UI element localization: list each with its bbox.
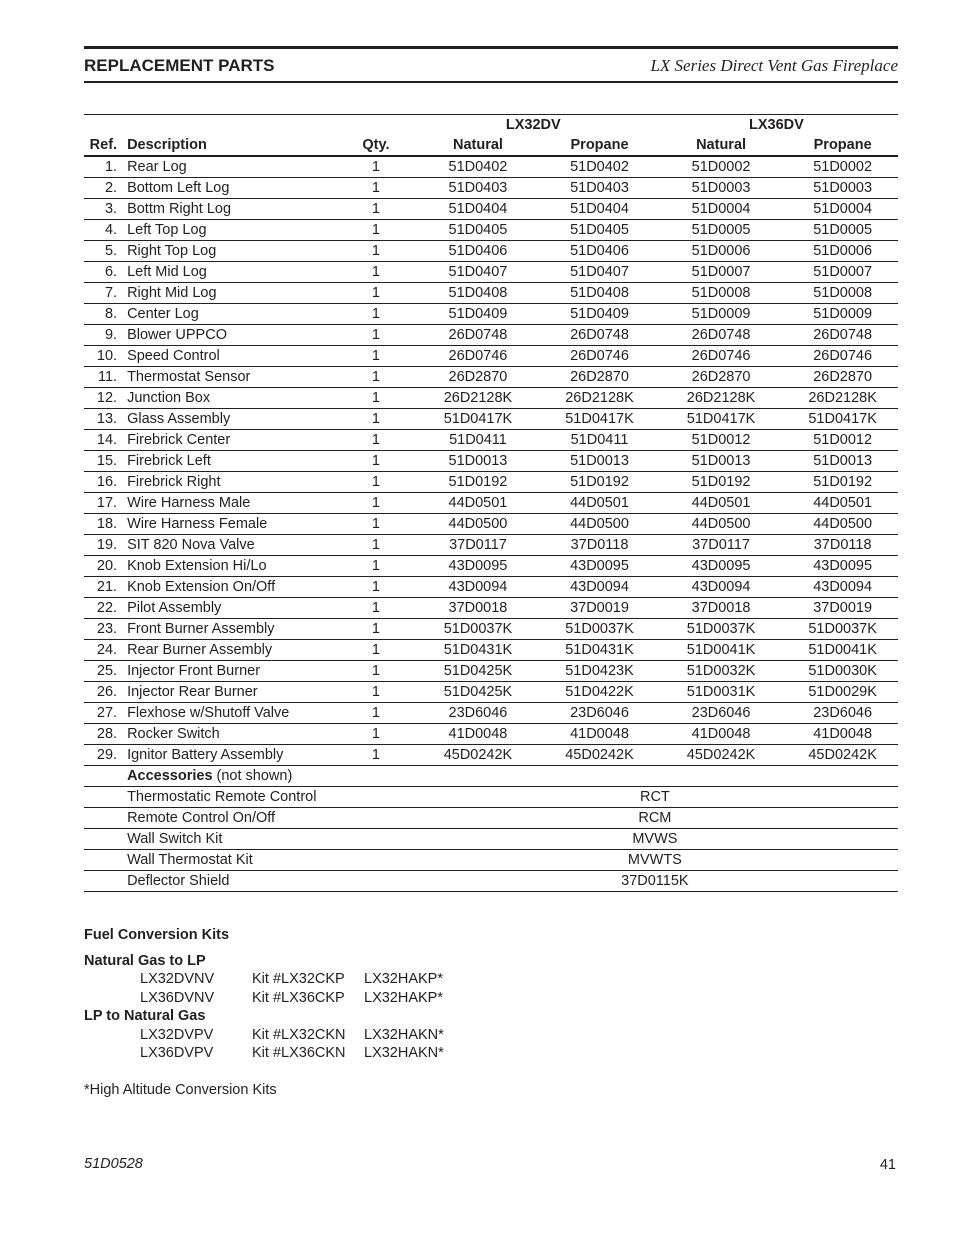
cell-lx36-natural: 26D2128K [655, 388, 787, 409]
cell-qty: 1 [340, 682, 412, 703]
cell-ref: 24. [84, 640, 123, 661]
cell-lx32-natural: 43D0095 [412, 556, 544, 577]
cell-description: Right Top Log [123, 241, 340, 262]
cell-lx32-propane: 51D0037K [544, 619, 655, 640]
cell-lx36-propane: 51D0012 [787, 430, 898, 451]
cell-lx36-propane: 51D0008 [787, 283, 898, 304]
accessory-part-number: MVWS [412, 829, 898, 850]
cell-ref: 5. [84, 241, 123, 262]
cell-lx32-propane: 51D0402 [544, 156, 655, 178]
cell-description: Glass Assembly [123, 409, 340, 430]
cell-lx32-natural: 26D2128K [412, 388, 544, 409]
cell-qty: 1 [340, 703, 412, 724]
cell-qty: 1 [340, 199, 412, 220]
cell-ref: 9. [84, 325, 123, 346]
cell-description: Right Mid Log [123, 283, 340, 304]
table-row [84, 598, 898, 619]
accessory-description: Thermostatic Remote Control [123, 787, 412, 808]
cell-lx36-natural: 26D0748 [655, 325, 787, 346]
kit-group-heading: Natural Gas to LP [84, 952, 206, 969]
cell-description: Pilot Assembly [123, 598, 340, 619]
fuel-conversion-kits [84, 926, 444, 1063]
cell-lx36-natural: 51D0002 [655, 156, 787, 178]
cell-lx32-propane: 26D2128K [544, 388, 655, 409]
cell-description: Wire Harness Female [123, 514, 340, 535]
kit-row [84, 989, 444, 1008]
cell-lx32-natural: 51D0013 [412, 451, 544, 472]
cell-lx32-natural: 51D0408 [412, 283, 544, 304]
cell-lx32-natural: 51D0406 [412, 241, 544, 262]
cell-description: Left Mid Log [123, 262, 340, 283]
cell-qty: 1 [340, 619, 412, 640]
accessory-row [84, 829, 898, 850]
cell-description: Center Log [123, 304, 340, 325]
cell-lx36-propane: 26D2870 [787, 367, 898, 388]
cell-ref: 17. [84, 493, 123, 514]
cell-ref: 25. [84, 661, 123, 682]
cell-description: Rocker Switch [123, 724, 340, 745]
cell-lx36-propane: 41D0048 [787, 724, 898, 745]
cell-lx32-natural: 51D0403 [412, 178, 544, 199]
cell-lx36-natural: 51D0032K [655, 661, 787, 682]
cell-ref: 28. [84, 724, 123, 745]
cell-lx36-natural: 51D0031K [655, 682, 787, 703]
table-row [84, 178, 898, 199]
cell-ref: 11. [84, 367, 123, 388]
cell-lx32-propane: 51D0405 [544, 220, 655, 241]
cell-description: Injector Front Burner [123, 661, 340, 682]
table-row [84, 304, 898, 325]
cell-lx32-natural: 37D0018 [412, 598, 544, 619]
cell-lx36-natural: 51D0013 [655, 451, 787, 472]
col-ref: Ref. [84, 135, 123, 156]
cell-description: Injector Rear Burner [123, 682, 340, 703]
kit-number: Kit #LX32CKP [252, 971, 345, 987]
table-row [84, 241, 898, 262]
column-header-row [84, 135, 898, 156]
table-row [84, 220, 898, 241]
kits-title: Fuel Conversion Kits [84, 927, 230, 943]
cell-lx36-propane: 51D0417K [787, 409, 898, 430]
cell-ref: 6. [84, 262, 123, 283]
cell-qty: 1 [340, 661, 412, 682]
accessories-heading: Accessories [127, 768, 213, 784]
cell-lx32-natural: 41D0048 [412, 724, 544, 745]
cell-qty: 1 [340, 367, 412, 388]
cell-lx36-propane: 51D0037K [787, 619, 898, 640]
cell-description: Bottom Left Log [123, 178, 340, 199]
cell-description: Ignitor Battery Assembly [123, 745, 340, 766]
kit-high-altitude: LX32HAKN* [364, 1045, 444, 1061]
cell-lx32-natural: 51D0409 [412, 304, 544, 325]
model-header-row [84, 115, 898, 136]
cell-description: Front Burner Assembly [123, 619, 340, 640]
cell-ref: 15. [84, 451, 123, 472]
cell-ref: 7. [84, 283, 123, 304]
cell-lx32-propane: 23D6046 [544, 703, 655, 724]
cell-lx32-natural: 26D0748 [412, 325, 544, 346]
cell-lx32-natural: 51D0404 [412, 199, 544, 220]
accessory-part-number: 37D0115K [412, 871, 898, 892]
cell-qty: 1 [340, 346, 412, 367]
cell-lx32-propane: 44D0501 [544, 493, 655, 514]
cell-lx36-natural: 51D0005 [655, 220, 787, 241]
cell-lx36-natural: 44D0501 [655, 493, 787, 514]
cell-description: Speed Control [123, 346, 340, 367]
table-row [84, 640, 898, 661]
table-row [84, 493, 898, 514]
accessory-row [84, 850, 898, 871]
cell-lx32-natural: 51D0192 [412, 472, 544, 493]
cell-qty: 1 [340, 388, 412, 409]
kit-row [84, 970, 444, 989]
page-number: 41 [879, 1157, 896, 1173]
cell-lx36-natural: 51D0192 [655, 472, 787, 493]
cell-lx32-propane: 51D0409 [544, 304, 655, 325]
cell-lx32-natural: 26D0746 [412, 346, 544, 367]
cell-lx32-propane: 26D0748 [544, 325, 655, 346]
cell-lx36-propane: 43D0095 [787, 556, 898, 577]
model-lx36dv: LX36DV [749, 117, 804, 133]
cell-ref: 8. [84, 304, 123, 325]
table-row [84, 556, 898, 577]
cell-qty: 1 [340, 640, 412, 661]
replacement-parts-table [84, 114, 898, 892]
cell-qty: 1 [340, 430, 412, 451]
cell-lx36-natural: 26D2870 [655, 367, 787, 388]
table-row [84, 346, 898, 367]
cell-ref: 21. [84, 577, 123, 598]
cell-lx36-natural: 44D0500 [655, 514, 787, 535]
cell-lx36-propane: 51D0041K [787, 640, 898, 661]
cell-qty: 1 [340, 598, 412, 619]
cell-lx36-propane: 51D0013 [787, 451, 898, 472]
table-row [84, 325, 898, 346]
cell-description: Rear Log [123, 156, 340, 178]
cell-lx32-propane: 26D0746 [544, 346, 655, 367]
cell-lx36-propane: 45D0242K [787, 745, 898, 766]
cell-lx32-natural: 51D0407 [412, 262, 544, 283]
cell-qty: 1 [340, 472, 412, 493]
cell-lx32-propane: 45D0242K [544, 745, 655, 766]
cell-qty: 1 [340, 514, 412, 535]
kit-group-heading: LP to Natural Gas [84, 1008, 206, 1024]
kit-row [84, 1026, 444, 1045]
cell-ref: 29. [84, 745, 123, 766]
table-row [84, 745, 898, 766]
cell-description: Bottm Right Log [123, 199, 340, 220]
cell-qty: 1 [340, 556, 412, 577]
cell-ref: 23. [84, 619, 123, 640]
cell-lx32-natural: 51D0402 [412, 156, 544, 178]
cell-lx32-natural: 23D6046 [412, 703, 544, 724]
cell-lx32-propane: 51D0408 [544, 283, 655, 304]
accessory-part-number: RCM [412, 808, 898, 829]
accessory-part-number: MVWTS [412, 850, 898, 871]
cell-ref: 19. [84, 535, 123, 556]
kit-model: LX36DVPV [140, 1045, 214, 1061]
accessory-row [84, 871, 898, 892]
cell-qty: 1 [340, 241, 412, 262]
cell-qty: 1 [340, 304, 412, 325]
kit-model: LX36DVNV [140, 989, 215, 1006]
cell-qty: 1 [340, 178, 412, 199]
cell-lx36-propane: 26D0748 [787, 325, 898, 346]
cell-lx36-natural: 51D0417K [655, 409, 787, 430]
cell-lx36-propane: 37D0019 [787, 598, 898, 619]
cell-qty: 1 [340, 535, 412, 556]
cell-lx36-propane: 51D0003 [787, 178, 898, 199]
header-bottom-rule [84, 81, 898, 83]
cell-description: SIT 820 Nova Valve [123, 535, 340, 556]
cell-lx32-propane: 51D0407 [544, 262, 655, 283]
table-row [84, 703, 898, 724]
table-row [84, 451, 898, 472]
accessories-note: (not shown) [212, 768, 293, 784]
cell-lx36-propane: 51D0030K [787, 661, 898, 682]
col-lx32-natural: Natural [412, 135, 544, 156]
cell-description: Knob Extension On/Off [123, 577, 340, 598]
col-lx36-propane: Propane [787, 135, 898, 156]
cell-lx36-propane: 23D6046 [787, 703, 898, 724]
cell-lx36-natural: 41D0048 [655, 724, 787, 745]
cell-ref: 27. [84, 703, 123, 724]
cell-lx36-propane: 51D0005 [787, 220, 898, 241]
cell-lx36-natural: 51D0041K [655, 640, 787, 661]
kit-groups [84, 952, 444, 1063]
cell-lx36-natural: 51D0008 [655, 283, 787, 304]
cell-ref: 13. [84, 409, 123, 430]
cell-lx36-propane: 26D2128K [787, 388, 898, 409]
cell-lx32-natural: 51D0425K [412, 661, 544, 682]
table-row [84, 262, 898, 283]
cell-lx32-natural: 51D0431K [412, 640, 544, 661]
table-row [84, 682, 898, 703]
cell-lx32-propane: 51D0192 [544, 472, 655, 493]
cell-description: Firebrick Right [123, 472, 340, 493]
accessory-row [84, 787, 898, 808]
accessory-description: Remote Control On/Off [123, 808, 412, 829]
accessories-body [84, 766, 898, 892]
cell-ref: 1. [84, 156, 123, 178]
cell-qty: 1 [340, 577, 412, 598]
cell-lx32-propane: 44D0500 [544, 514, 655, 535]
cell-lx32-propane: 51D0431K [544, 640, 655, 661]
kit-high-altitude: LX32HAKP* [364, 989, 443, 1006]
cell-lx32-natural: 26D2870 [412, 367, 544, 388]
cell-description: Firebrick Center [123, 430, 340, 451]
model-lx32dv: LX32DV [505, 117, 561, 133]
table-row [84, 535, 898, 556]
cell-ref: 16. [84, 472, 123, 493]
cell-description: Flexhose w/Shutoff Valve [123, 703, 340, 724]
cell-qty: 1 [340, 156, 412, 178]
cell-lx32-propane: 37D0118 [544, 535, 655, 556]
cell-lx36-natural: 51D0006 [655, 241, 787, 262]
cell-lx36-natural: 23D6046 [655, 703, 787, 724]
header-top-rule [84, 46, 898, 49]
cell-ref: 22. [84, 598, 123, 619]
cell-ref: 4. [84, 220, 123, 241]
table-row [84, 199, 898, 220]
cell-lx32-natural: 43D0094 [412, 577, 544, 598]
cell-lx32-propane: 51D0423K [544, 661, 655, 682]
cell-lx36-natural: 43D0095 [655, 556, 787, 577]
cell-qty: 1 [340, 262, 412, 283]
cell-description: Left Top Log [123, 220, 340, 241]
table-row [84, 514, 898, 535]
cell-ref: 3. [84, 199, 123, 220]
table-row [84, 472, 898, 493]
cell-lx32-propane: 51D0013 [544, 451, 655, 472]
cell-lx32-natural: 44D0500 [412, 514, 544, 535]
cell-description: Knob Extension Hi/Lo [123, 556, 340, 577]
cell-lx36-propane: 51D0004 [787, 199, 898, 220]
accessory-row [84, 808, 898, 829]
cell-ref: 26. [84, 682, 123, 703]
cell-lx32-propane: 51D0403 [544, 178, 655, 199]
cell-lx36-natural: 43D0094 [655, 577, 787, 598]
col-description: Description [123, 135, 340, 156]
cell-lx32-natural: 51D0405 [412, 220, 544, 241]
cell-lx36-natural: 37D0117 [655, 535, 787, 556]
cell-lx36-propane: 51D0192 [787, 472, 898, 493]
cell-lx32-propane: 51D0417K [544, 409, 655, 430]
table-row [84, 409, 898, 430]
section-title: REPLACEMENT PARTS [84, 56, 275, 75]
cell-qty: 1 [340, 409, 412, 430]
cell-lx36-propane: 51D0009 [787, 304, 898, 325]
table-row [84, 661, 898, 682]
cell-lx32-propane: 26D2870 [544, 367, 655, 388]
cell-lx32-natural: 37D0117 [412, 535, 544, 556]
col-lx32-propane: Propane [544, 135, 655, 156]
cell-lx36-propane: 44D0501 [787, 493, 898, 514]
cell-description: Firebrick Left [123, 451, 340, 472]
cell-lx36-natural: 51D0003 [655, 178, 787, 199]
cell-lx36-natural: 51D0012 [655, 430, 787, 451]
cell-ref: 2. [84, 178, 123, 199]
cell-lx32-propane: 51D0406 [544, 241, 655, 262]
cell-lx32-natural: 51D0417K [412, 409, 544, 430]
cell-lx36-natural: 26D0746 [655, 346, 787, 367]
table-row [84, 156, 898, 178]
cell-description: Rear Burner Assembly [123, 640, 340, 661]
table-row [84, 724, 898, 745]
cell-lx32-propane: 43D0094 [544, 577, 655, 598]
kit-model: LX32DVNV [140, 971, 215, 987]
cell-ref: 20. [84, 556, 123, 577]
cell-lx32-propane: 43D0095 [544, 556, 655, 577]
cell-lx32-propane: 41D0048 [544, 724, 655, 745]
cell-lx36-propane: 51D0029K [787, 682, 898, 703]
kit-number: Kit #LX36CKP [252, 989, 345, 1006]
cell-lx36-natural: 37D0018 [655, 598, 787, 619]
accessory-description: Wall Switch Kit [123, 829, 412, 850]
kit-number: Kit #LX32CKN [252, 1026, 346, 1043]
cell-lx36-natural: 51D0009 [655, 304, 787, 325]
kit-high-altitude: LX32HAKP* [364, 971, 443, 987]
accessories-heading-row [84, 766, 898, 787]
cell-lx32-propane: 51D0404 [544, 199, 655, 220]
cell-qty: 1 [340, 325, 412, 346]
accessory-part-number: RCT [412, 787, 898, 808]
cell-lx36-propane: 44D0500 [787, 514, 898, 535]
cell-qty: 1 [340, 451, 412, 472]
table-row [84, 430, 898, 451]
cell-lx36-propane: 37D0118 [787, 535, 898, 556]
cell-lx32-natural: 45D0242K [412, 745, 544, 766]
cell-lx36-propane: 51D0006 [787, 241, 898, 262]
cell-ref: 10. [84, 346, 123, 367]
cell-lx32-natural: 51D0425K [412, 682, 544, 703]
cell-lx36-propane: 43D0094 [787, 577, 898, 598]
cell-qty: 1 [340, 745, 412, 766]
col-qty: Qty. [340, 135, 412, 156]
document-title: LX Series Direct Vent Gas Fireplace [650, 56, 898, 75]
accessory-description: Deflector Shield [123, 871, 412, 892]
cell-lx32-natural: 51D0037K [412, 619, 544, 640]
kit-row [84, 1044, 444, 1063]
kit-model: LX32DVPV [140, 1026, 214, 1043]
cell-qty: 1 [340, 493, 412, 514]
cell-lx32-natural: 51D0411 [412, 430, 544, 451]
cell-qty: 1 [340, 283, 412, 304]
cell-ref: 12. [84, 388, 123, 409]
kit-number: Kit #LX36CKN [252, 1045, 346, 1061]
parts-body [84, 156, 898, 766]
cell-description: Thermostat Sensor [123, 367, 340, 388]
table-row [84, 577, 898, 598]
table-row [84, 388, 898, 409]
cell-ref: 18. [84, 514, 123, 535]
cell-description: Junction Box [123, 388, 340, 409]
cell-lx32-propane: 51D0411 [544, 430, 655, 451]
document-number: 51D0528 [84, 1156, 143, 1172]
cell-lx36-natural: 45D0242K [655, 745, 787, 766]
cell-lx36-natural: 51D0007 [655, 262, 787, 283]
cell-lx32-propane: 51D0422K [544, 682, 655, 703]
table-row [84, 367, 898, 388]
cell-qty: 1 [340, 220, 412, 241]
cell-qty: 1 [340, 724, 412, 745]
footnote: *High Altitude Conversion Kits [84, 1082, 277, 1098]
col-lx36-natural: Natural [655, 135, 787, 156]
kit-high-altitude: LX32HAKN* [364, 1026, 444, 1043]
cell-ref: 14. [84, 430, 123, 451]
cell-lx36-propane: 26D0746 [787, 346, 898, 367]
cell-description: Wire Harness Male [123, 493, 340, 514]
table-row [84, 283, 898, 304]
table-row [84, 619, 898, 640]
accessory-description: Wall Thermostat Kit [123, 850, 412, 871]
cell-lx36-propane: 51D0002 [787, 156, 898, 178]
cell-lx32-natural: 44D0501 [412, 493, 544, 514]
cell-lx36-propane: 51D0007 [787, 262, 898, 283]
cell-lx36-natural: 51D0037K [655, 619, 787, 640]
cell-lx36-natural: 51D0004 [655, 199, 787, 220]
cell-lx32-propane: 37D0019 [544, 598, 655, 619]
cell-description: Blower UPPCO [123, 325, 340, 346]
